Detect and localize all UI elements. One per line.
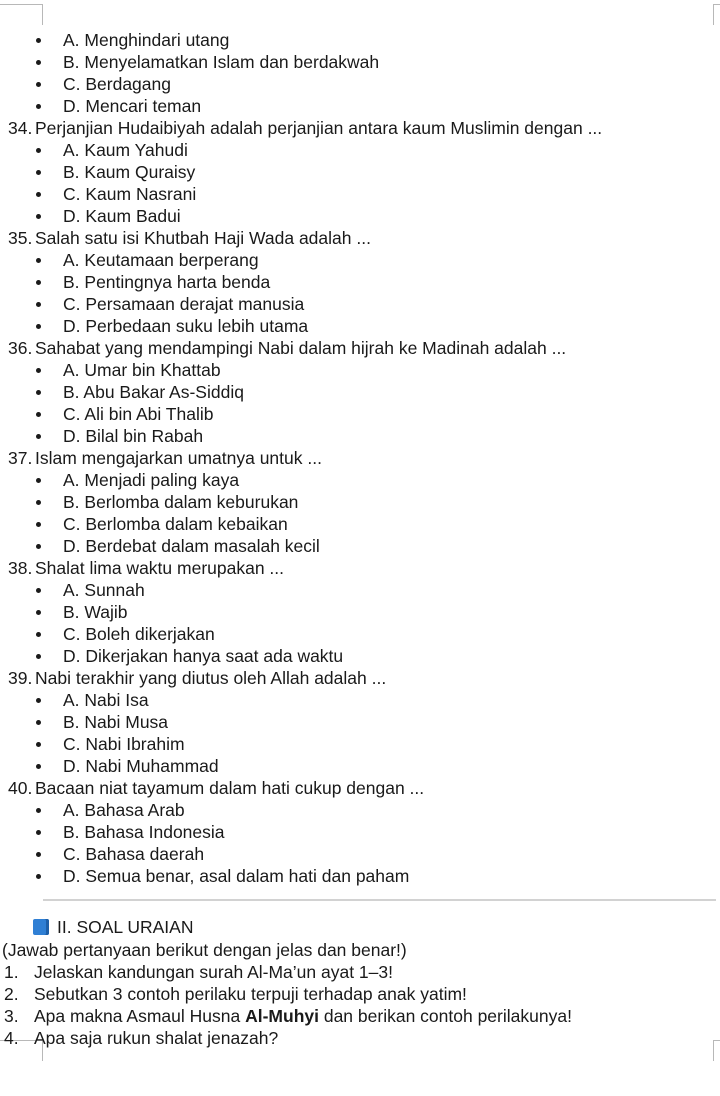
option-item: B. Wajib	[0, 601, 720, 623]
question-number: 36.	[8, 338, 33, 358]
essay-number: 3.	[4, 1006, 19, 1026]
option-item: B. Berlomba dalam keburukan	[0, 491, 720, 513]
essay-text: Jelaskan kandungan surah Al-Ma’un ayat 1–3!	[34, 962, 393, 982]
question-number: 37.	[8, 448, 33, 468]
question-37	[0, 447, 720, 469]
essay-item-1	[0, 961, 720, 983]
option-item: D. Semua benar, asal dalam hati dan paham	[0, 865, 720, 887]
option-item: B. Kaum Quraisy	[0, 161, 720, 183]
question-text: Nabi terakhir yang diutus oleh Allah adalah ...	[35, 668, 387, 688]
question-text: Salah satu isi Khutbah Haji Wada adalah ...	[35, 228, 371, 248]
option-item: A. Menjadi paling kaya	[0, 469, 720, 491]
question-number: 40.	[8, 778, 33, 798]
option-item: B. Bahasa Indonesia	[0, 821, 720, 843]
option-item: A. Bahasa Arab	[0, 799, 720, 821]
document-body	[0, 29, 720, 1049]
essay-number: 2.	[4, 984, 19, 1004]
option-item: A. Kaum Yahudi	[0, 139, 720, 161]
section-divider	[0, 887, 720, 915]
essay-text-pre: Apa makna Asmaul Husna	[34, 1006, 246, 1026]
option-item: D. Kaum Badui	[0, 205, 720, 227]
option-item: C. Berdagang	[0, 73, 720, 95]
option-item: D. Dikerjakan hanya saat ada waktu	[0, 645, 720, 667]
question-34	[0, 117, 720, 139]
question-number: 38.	[8, 558, 33, 578]
option-item: C. Bahasa daerah	[0, 843, 720, 865]
option-item: C. Kaum Nasrani	[0, 183, 720, 205]
section-instruction: (Jawab pertanyaan berikut dengan jelas dan benar!)	[2, 940, 407, 960]
option-item: A. Sunnah	[0, 579, 720, 601]
corner-mark-top-left	[0, 4, 43, 25]
question-39	[0, 667, 720, 689]
option-item: C. Berlomba dalam kebaikan	[0, 513, 720, 535]
option-item: C. Boleh dikerjakan	[0, 623, 720, 645]
option-item: A. Keutamaan berperang	[0, 249, 720, 271]
option-item: B. Abu Bakar As-Siddiq	[0, 381, 720, 403]
question-35	[0, 227, 720, 249]
option-item: A. Umar bin Khattab	[0, 359, 720, 381]
question-36	[0, 337, 720, 359]
option-item: A. Nabi Isa	[0, 689, 720, 711]
asmaul-husna-term: Al-Muhyi	[245, 1006, 319, 1026]
option-item: D. Perbedaan suku lebih utama	[0, 315, 720, 337]
essay-item-3	[0, 1005, 720, 1027]
option-item: A. Menghindari utang	[0, 29, 720, 51]
essay-text: Sebutkan 3 contoh perilaku terpuji terhadap anak yatim!	[34, 984, 467, 1004]
essay-text: Apa saja rukun shalat jenazah?	[34, 1028, 279, 1048]
question-text: Sahabat yang mendampingi Nabi dalam hijrah ke Madinah adalah ...	[35, 338, 567, 358]
essay-text-post: dan berikan contoh perilakunya!	[318, 1006, 572, 1026]
essay-item-4	[0, 1027, 720, 1049]
question-number: 34.	[8, 118, 33, 138]
option-item: D. Mencari teman	[0, 95, 720, 117]
option-item: C. Persamaan derajat manusia	[0, 293, 720, 315]
question-text: Perjanjian Hudaibiyah adalah perjanjian antara kaum Muslimin dengan ...	[35, 118, 603, 138]
section-heading	[0, 915, 720, 939]
essay-number: 1.	[4, 962, 19, 982]
question-text: Islam mengajarkan umatnya untuk ...	[35, 448, 322, 468]
question-38	[0, 557, 720, 579]
option-item: B. Menyelamatkan Islam dan berdakwah	[0, 51, 720, 73]
option-item: D. Bilal bin Rabah	[0, 425, 720, 447]
option-item: C. Ali bin Abi Thalib	[0, 403, 720, 425]
corner-mark-top-right	[713, 4, 720, 25]
option-item: C. Nabi Ibrahim	[0, 733, 720, 755]
option-item: B. Nabi Musa	[0, 711, 720, 733]
essay-number: 4.	[4, 1028, 19, 1048]
essay-item-2	[0, 983, 720, 1005]
option-item: D. Nabi Muhammad	[0, 755, 720, 777]
blue-book-icon	[33, 919, 49, 935]
question-number: 35.	[8, 228, 33, 248]
question-text: Shalat lima waktu merupakan ...	[35, 558, 285, 578]
question-number: 39.	[8, 668, 33, 688]
question-40	[0, 777, 720, 799]
section-title: II. SOAL URAIAN	[57, 917, 194, 937]
option-item: D. Berdebat dalam masalah kecil	[0, 535, 720, 557]
option-item: B. Pentingnya harta benda	[0, 271, 720, 293]
question-text: Bacaan niat tayamum dalam hati cukup dengan ...	[35, 778, 425, 798]
